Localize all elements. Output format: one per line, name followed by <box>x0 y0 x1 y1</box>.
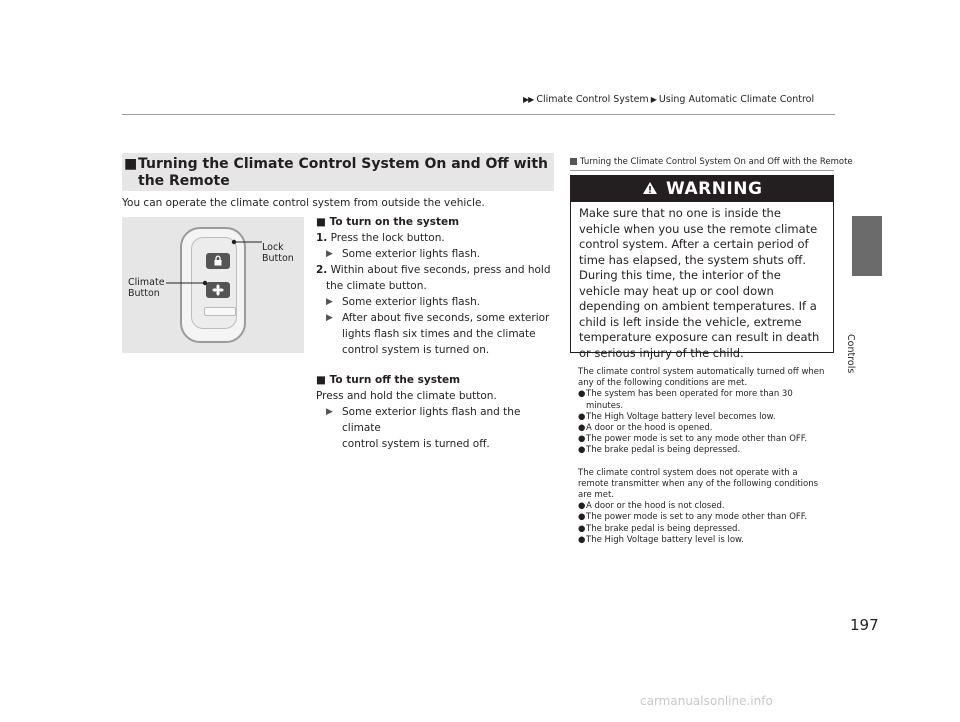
note-bullet <box>578 434 828 445</box>
warning-header <box>571 176 833 202</box>
bullet-text: The brake pedal is being depressed. <box>586 445 741 456</box>
sidebar-divider <box>570 170 834 171</box>
step-result <box>316 246 561 262</box>
bullet-text: A door or the hood is not closed. <box>586 501 725 512</box>
bullet-icon: ● <box>578 512 586 523</box>
note-bullet <box>578 389 828 411</box>
bullet-icon: ● <box>578 501 586 512</box>
turn-off-text: Press and hold the climate button. <box>316 390 497 402</box>
reference-icon <box>570 158 577 165</box>
note-bullet <box>578 512 828 523</box>
turn-off-heading: ■ To turn off the system <box>316 374 461 386</box>
result-text: Some exterior lights flash and the climate <box>342 406 521 434</box>
result-arrow-icon: ▶ <box>326 249 333 259</box>
breadcrumb-item[interactable]: Using Automatic Climate Control <box>658 94 815 105</box>
sidebar-title-text: Turning the Climate Control System On and Off with the Remote <box>580 157 853 167</box>
note-intro: The climate control system does not operate with a remote transmitter when any of the following conditions are met. <box>578 467 819 501</box>
step-result <box>316 310 561 326</box>
climate-label-line: Button <box>128 288 160 299</box>
section-marker-icon: ■ <box>124 156 138 172</box>
instructions <box>316 214 561 452</box>
note-intro: The climate control system automatically turned off when any of the following conditions are met. <box>578 367 825 389</box>
bullet-icon: ● <box>578 523 586 534</box>
sidebar-title[interactable] <box>570 157 853 167</box>
bullet-text: The power mode is set to any mode other than OFF. <box>586 512 808 523</box>
section-title: Turning the Climate Control System On and Off with the Remote <box>138 156 549 189</box>
note-bullet <box>578 445 828 456</box>
result-text-cont: control system is turned on. <box>342 344 490 356</box>
step-text: Within about five seconds, press and hold <box>330 264 551 276</box>
step-text: Press the lock button. <box>330 232 445 244</box>
bullet-text: A door or the hood is opened. <box>586 423 713 434</box>
key-fob-illustration <box>122 217 304 353</box>
notes <box>578 367 828 546</box>
step-text-cont: the climate button. <box>326 280 427 292</box>
result-text-cont: control system is turned off. <box>342 438 490 450</box>
bullet-text: The system has been operated for more than 30 minutes. <box>586 389 793 411</box>
warning-triangle-icon <box>642 182 663 198</box>
lock-label-line: Button <box>262 253 294 264</box>
warning-label: WARNING <box>665 179 763 199</box>
page-number: 197 <box>850 616 879 634</box>
step-1 <box>316 230 561 246</box>
breadcrumb-separator-icon: ▶ <box>650 95 656 104</box>
note-bullet <box>578 524 828 535</box>
breadcrumb-item[interactable]: Climate Control System <box>536 94 649 105</box>
warning-box <box>570 175 834 360</box>
note-bullet <box>578 501 828 512</box>
bullet-icon: ● <box>578 411 586 422</box>
result-arrow-icon: ▶ <box>326 313 333 323</box>
result-text: Some exterior lights flash. <box>342 296 481 308</box>
climate-label-line: Climate <box>128 277 165 288</box>
step-2 <box>316 262 561 278</box>
note-bullet <box>578 535 828 546</box>
bullet-text: The High Voltage battery level is low. <box>586 534 744 545</box>
step-result <box>316 294 561 310</box>
lock-label-line: Lock <box>262 242 284 253</box>
bullet-text: The brake pedal is being depressed. <box>586 523 741 534</box>
note-bullet <box>578 423 828 434</box>
bullet-text: The power mode is set to any mode other than OFF. <box>586 434 808 445</box>
step-number: 1. <box>316 232 328 244</box>
step-result <box>316 404 561 436</box>
note-bullet <box>578 412 828 423</box>
lock-button-label <box>262 242 294 264</box>
bullet-icon: ● <box>578 389 586 400</box>
result-text: After about five seconds, some exterior <box>342 312 550 324</box>
section-heading <box>122 153 554 191</box>
result-text: Some exterior lights flash. <box>342 248 481 260</box>
bullet-icon: ● <box>578 534 586 545</box>
result-arrow-icon: ▶ <box>326 407 333 417</box>
step-number: 2. <box>316 264 328 276</box>
turn-on-heading: ■ To turn on the system <box>316 216 460 228</box>
result-text-cont: lights flash six times and the climate <box>342 328 536 340</box>
section-intro: You can operate the climate control system from outside the vehicle. <box>122 197 485 209</box>
breadcrumb <box>523 94 814 105</box>
watermark: carmanualsonline.info <box>640 694 773 708</box>
bullet-icon: ● <box>578 445 586 456</box>
breadcrumb-arrows-icon: ▶▶ <box>523 95 534 104</box>
chapter-tab-marker <box>852 216 882 276</box>
bullet-text: The High Voltage battery level becomes low. <box>586 411 776 422</box>
chapter-tab[interactable] <box>842 290 892 374</box>
header-divider <box>122 114 835 115</box>
climate-button-label <box>128 277 165 299</box>
bullet-icon: ● <box>578 423 586 434</box>
chapter-tab-label: Controls <box>845 334 856 374</box>
bullet-icon: ● <box>578 434 586 445</box>
warning-text: Make sure that no one is inside the vehicle when you use the remote climate control system. After a certain period of time has elapsed, the system shuts off. During this time, the interior of the vehicle may heat up or cool down depending on ambient temperatures. If a child is left inside the vehicle, extreme temperature exposure can result in death or serious injury of the child. <box>579 206 820 360</box>
result-arrow-icon: ▶ <box>326 297 333 307</box>
